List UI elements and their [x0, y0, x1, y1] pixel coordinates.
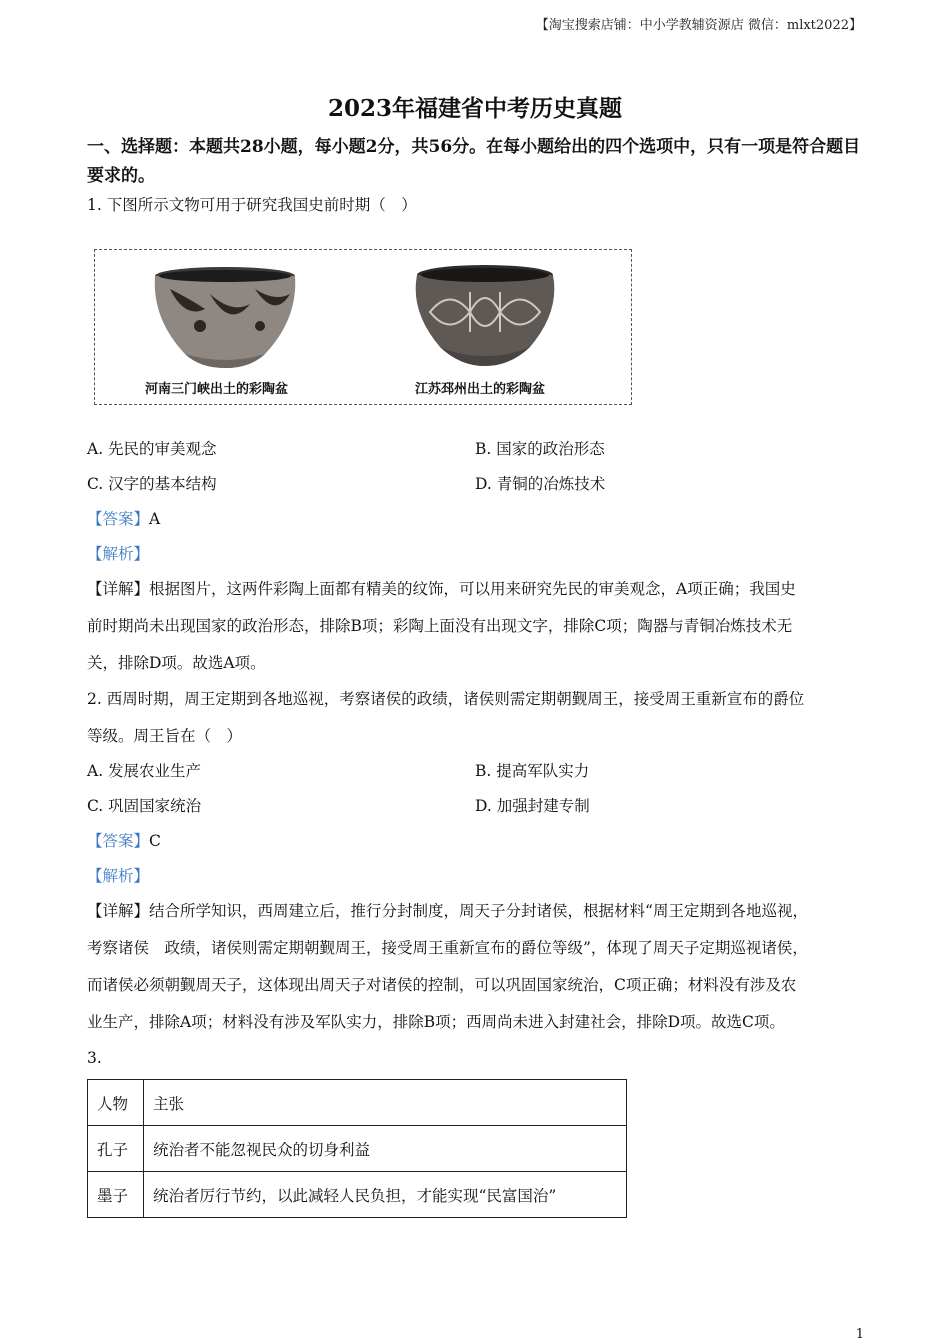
table-row	[88, 1126, 627, 1172]
table-header-cell: 主张	[144, 1080, 627, 1126]
detail-text: 结合所学知识，西周建立后，推行分封制度，周天子分封诸侯，根据材料“周王定期到各地巡视，	[149, 902, 808, 920]
answer-value: C	[149, 832, 161, 850]
q1-option-c: C. 汉字的基本结构	[87, 475, 217, 493]
right-caption: 江苏邳州出土的彩陶盆	[415, 382, 546, 397]
q1-option-a: A. 先民的审美观念	[87, 440, 217, 458]
page-title: 2023年福建省中考历史真题	[327, 95, 622, 122]
q3-number: 3.	[87, 1049, 102, 1067]
q2-stem-line-2: 等级。周王旨在（ ）	[87, 727, 243, 745]
q1-option-d: D. 青铜的冶炼技术	[475, 475, 606, 493]
left-caption: 河南三门峡出土的彩陶盆	[145, 382, 289, 397]
detail-text: 根据图片，这两件彩陶上面都有精美的纹饰，可以用来研究先民的审美观念，A项正确；我国史	[149, 580, 796, 598]
q2-detail-line-4: 业生产，排除A项；材料没有涉及军队实力，排除B项；西周尚未进入封建社会，排除D项。故选C项。	[87, 1013, 785, 1031]
answer-value: A	[149, 510, 161, 528]
q2-option-a: A. 发展农业生产	[87, 762, 202, 780]
q2-detail-line-3: 而诸侯必须朝觐周天子，这体现出周天子对诸侯的控制，可以巩固国家统治，C项正确；材料没有涉及农	[87, 976, 797, 994]
answer-label: 【答案】	[87, 832, 150, 850]
q2-analysis-label: 【解析】	[87, 867, 150, 885]
q1-detail-line-2: 前时期尚未出现国家的政治形态，排除B项；彩陶上面没有出现文字，排除C项；陶器与青铜冶炼技术无	[87, 617, 793, 635]
answer-label: 【答案】	[87, 510, 150, 528]
table-header-cell: 人物	[88, 1080, 144, 1126]
table-cell: 统治者不能忽视民众的切身利益	[144, 1126, 627, 1172]
q2-option-c: C. 巩固国家统治	[87, 797, 202, 815]
painted-pottery-bowl-left-image	[150, 264, 300, 374]
table-cell: 墨子	[88, 1172, 144, 1218]
detail-label: 【详解】	[87, 902, 150, 920]
q2-option-b: B. 提高军队实力	[475, 762, 590, 780]
q1-detail-line-1	[87, 578, 796, 600]
q1-detail-line-3: 关，排除D项。故选A项。	[87, 654, 266, 672]
q1-analysis-label: 【解析】	[87, 545, 150, 563]
table-cell: 孔子	[88, 1126, 144, 1172]
q2-stem-line-1: 2. 西周时期，周王定期到各地巡视，考察诸侯的政绩，诸侯则需定期朝觐周王，接受周王重新宣布的爵位	[87, 690, 805, 708]
header-note: 【淘宝搜索店铺：中小学教辅资源店 微信：mlxt2022】	[535, 18, 862, 33]
q2-detail-line-2: 考察诸侯 政绩，诸侯则需定期朝觐周王，接受周王重新宣布的爵位等级”，体现了周天子定期巡视诸侯，	[87, 939, 808, 957]
q2-option-d: D. 加强封建专制	[475, 797, 590, 815]
section-heading: 一、选择题：本题共28小题，每小题2分，共56分。在每小题给出的四个选项中，只有一项是符合题目要求的。	[87, 137, 861, 186]
q1-stem: 1. 下图所示文物可用于研究我国史前时期（ ）	[87, 196, 417, 214]
q3-table	[87, 1079, 627, 1218]
q2-answer	[87, 830, 161, 852]
table-row	[88, 1172, 627, 1218]
q1-figure	[94, 249, 632, 405]
detail-label: 【详解】	[87, 580, 150, 598]
page-number: 1	[855, 1327, 864, 1342]
table-cell: 统治者厉行节约，以此减轻人民负担，才能实现“民富国治”	[144, 1172, 627, 1218]
q1-option-b: B. 国家的政治形态	[475, 440, 605, 458]
painted-pottery-bowl-right-image	[410, 262, 560, 372]
q2-detail-line-1	[87, 900, 808, 922]
table-header-row	[88, 1080, 627, 1126]
q1-answer	[87, 508, 160, 530]
